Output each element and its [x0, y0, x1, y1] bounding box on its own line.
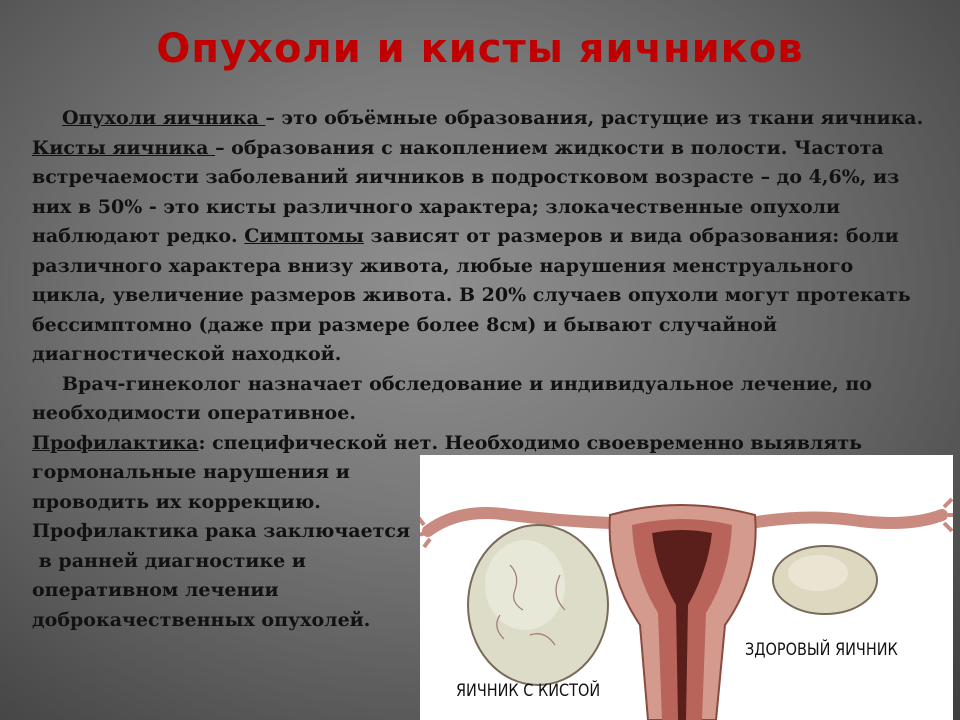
prophylaxis-line: оперативном лечении [32, 579, 279, 601]
term-ovarian-tumors: Опухоли яичника [62, 107, 266, 129]
label-cyst-ovary: ЯИЧНИК С КИСТОЙ [456, 681, 601, 701]
prophylaxis-line: Профилактика рака заключается [32, 520, 411, 542]
prophylaxis-text: : специфической нет. Необходимо своевременно выявлять [198, 431, 863, 454]
prophylaxis-line: гормональные нарушения и [32, 461, 350, 483]
paragraph-treatment: Врач-гинеколог назначает обследование и индивидуальное лечение, по необходимости оперативное. [32, 372, 872, 424]
slide-title: Опухоли и кисты яичников [156, 26, 804, 72]
paragraph-definitions [32, 104, 932, 370]
right-fallopian-tube [750, 515, 942, 523]
paragraph-prophylaxis [32, 429, 932, 459]
prophylaxis-line: доброкачественных опухолей. [32, 608, 371, 631]
cyst-highlight [485, 540, 565, 630]
ovary-highlight [788, 555, 848, 591]
label-healthy-ovary: ЗДОРОВЫЙ ЯИЧНИК [745, 640, 898, 660]
uterus-ovaries-illustration [420, 455, 953, 720]
term-prophylaxis: Профилактика [32, 431, 199, 454]
prophylaxis-line: проводить их коррекцию. [32, 490, 321, 513]
prophylaxis-list [32, 458, 437, 635]
prophylaxis-line: в ранней диагностике и [32, 549, 306, 572]
definition-cysts-text: – образования с накоплением жидкости в полости. Частота встречаемости заболеваний яичников в подростковом возрасте – до 4,6%, из них в 50% - это кисты различного характера; злокачественные опухоли наблюдают редко. [32, 136, 900, 247]
term-ovarian-cysts: Кисты яичника [32, 136, 216, 159]
symptoms-text: зависят от размеров и вида образования: боли различного характера внизу живота, любые нарушения менструального цикла, увеличение размеров живота. В 20% случаев опухоли могут протекать бессимптомно (даже при размере более 8см) и бывают случайной диагностической находкой. [32, 225, 911, 365]
term-symptoms: Симптомы [244, 225, 364, 247]
definition-tumors-text: – это объёмные образования, растущие из ткани яичника. [265, 107, 924, 129]
